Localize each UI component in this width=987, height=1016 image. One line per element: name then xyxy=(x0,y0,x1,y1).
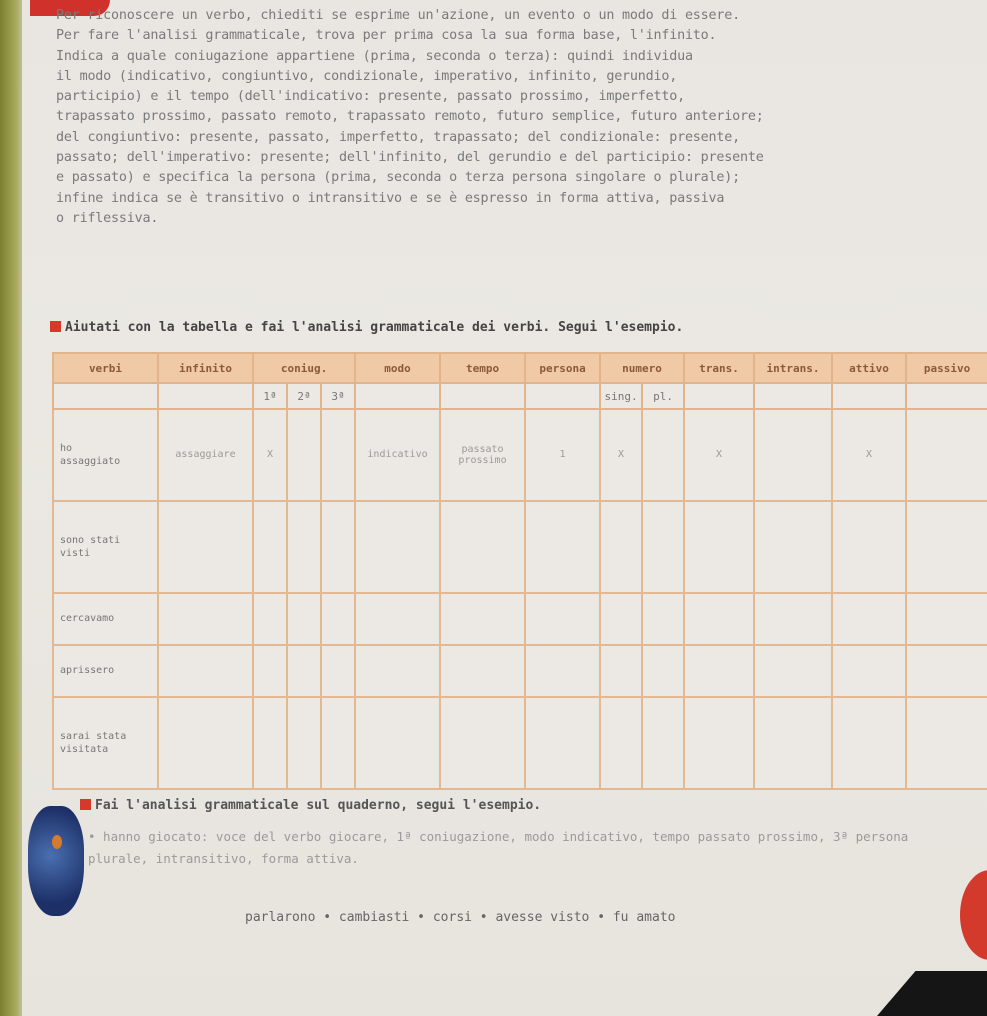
intro-line: Indica a quale coniugazione appartiene (prima, seconda o terza): quindi individua xyxy=(56,48,693,64)
answer-cell[interactable] xyxy=(600,501,642,593)
answer-cell[interactable] xyxy=(321,409,355,501)
answer-cell[interactable]: assaggiare xyxy=(158,409,253,501)
answer-cell[interactable] xyxy=(355,697,440,789)
intro-line: participio) e il tempo (dell'indicativo: presente, passato prossimo, imperfetto, xyxy=(56,89,685,105)
table-row xyxy=(53,593,987,645)
subheader-3: 3ª xyxy=(321,383,355,409)
answer-cell[interactable] xyxy=(642,409,684,501)
answer-cell[interactable] xyxy=(158,501,253,593)
answer-cell[interactable] xyxy=(684,593,754,645)
answer-cell[interactable] xyxy=(906,501,987,593)
answer-cell[interactable] xyxy=(832,593,906,645)
globe-highlight xyxy=(52,835,62,849)
intro-line: Per fare l'analisi grammaticale, trova per prima cosa la sua forma base, l'infinito. xyxy=(56,28,717,44)
subheader-cell xyxy=(754,383,832,409)
header-passivo: passivo xyxy=(906,353,987,383)
answer-cell[interactable] xyxy=(525,501,600,593)
answer-cell[interactable] xyxy=(355,645,440,697)
answer-cell[interactable] xyxy=(440,593,525,645)
answer-cell[interactable] xyxy=(642,593,684,645)
answer-cell[interactable] xyxy=(906,593,987,645)
header-modo: modo xyxy=(355,353,440,383)
header-infinito: infinito xyxy=(158,353,253,383)
header-tempo: tempo xyxy=(440,353,525,383)
verbs-to-analyze: parlarono • cambiasti • corsi • avesse visto • fu amato xyxy=(245,910,676,925)
header-coniugazione: coniug. xyxy=(253,353,355,383)
answer-cell[interactable] xyxy=(321,593,355,645)
answer-cell[interactable] xyxy=(906,409,987,501)
intro-line: infine indica se è transitivo o intransitivo e se è espresso in forma attiva, passiva xyxy=(56,190,725,206)
subheader-cell xyxy=(684,383,754,409)
answer-cell[interactable] xyxy=(684,501,754,593)
answer-cell[interactable] xyxy=(287,645,321,697)
intro-line: e passato) e specifica la persona (prima, seconda o terza persona singolare o plurale); xyxy=(56,170,740,186)
answer-cell[interactable]: X xyxy=(600,409,642,501)
intro-line: Per riconoscere un verbo, chiediti se esprime un'azione, un evento o un modo di essere. xyxy=(56,8,740,23)
answer-cell[interactable] xyxy=(642,501,684,593)
answer-cell[interactable] xyxy=(287,501,321,593)
table-row xyxy=(53,697,987,789)
answer-cell[interactable] xyxy=(684,697,754,789)
answer-cell[interactable] xyxy=(600,593,642,645)
answer-cell[interactable] xyxy=(158,593,253,645)
answer-cell[interactable] xyxy=(355,593,440,645)
table-row xyxy=(53,409,987,501)
verb-cell: sarai stata visitata xyxy=(53,697,158,789)
answer-cell[interactable]: passato prossimo xyxy=(440,409,525,501)
answer-cell[interactable] xyxy=(440,501,525,593)
answer-cell[interactable] xyxy=(642,697,684,789)
answer-cell[interactable] xyxy=(906,697,987,789)
exercise-1-title xyxy=(50,320,683,335)
answer-cell[interactable]: indicativo xyxy=(355,409,440,501)
exercise-1-text: Aiutati con la tabella e fai l'analisi grammaticale dei verbi. Segui l'esempio. xyxy=(65,320,684,335)
answer-cell[interactable] xyxy=(832,501,906,593)
answer-cell[interactable] xyxy=(287,697,321,789)
subheader-pl: pl. xyxy=(642,383,684,409)
answer-cell[interactable] xyxy=(321,645,355,697)
answer-cell[interactable] xyxy=(158,645,253,697)
answer-cell[interactable] xyxy=(321,697,355,789)
answer-cell[interactable] xyxy=(253,501,287,593)
answer-cell[interactable] xyxy=(600,697,642,789)
exercise-number-badge xyxy=(50,321,61,332)
globe-illustration xyxy=(28,806,84,916)
verb-cell: aprissero xyxy=(53,645,158,697)
header-attivo: attivo xyxy=(832,353,906,383)
subheader-2: 2ª xyxy=(287,383,321,409)
answer-cell[interactable] xyxy=(253,697,287,789)
answer-cell[interactable] xyxy=(287,593,321,645)
answer-cell[interactable] xyxy=(684,645,754,697)
intro-line: passato; dell'imperativo: presente; dell'infinito, del gerundio e del participio: presente xyxy=(56,150,764,166)
example-text: • hanno giocato: voce del verbo giocare, 1ª coniugazione, modo indicativo, tempo passato prossimo, 3ª persona plurale, intransitivo, forma attiva. xyxy=(88,829,909,866)
answer-cell[interactable] xyxy=(754,645,832,697)
table-row xyxy=(53,501,987,593)
answer-cell[interactable] xyxy=(355,501,440,593)
answer-cell[interactable] xyxy=(642,645,684,697)
subheader-sing: sing. xyxy=(600,383,642,409)
subheader-cell xyxy=(53,383,158,409)
header-intrans: intrans. xyxy=(754,353,832,383)
verb-cell: cercavamo xyxy=(53,593,158,645)
intro-line: del congiuntivo: presente, passato, imperfetto, trapassato; del condizionale: presente, xyxy=(56,129,740,145)
exercise-2-title xyxy=(80,798,541,813)
intro-line: trapassato prossimo, passato remoto, trapassato remoto, futuro semplice, futuro anteriore; xyxy=(56,109,764,125)
intro-paragraph xyxy=(56,6,976,229)
answer-cell[interactable] xyxy=(525,697,600,789)
header-verbi: verbi xyxy=(53,353,158,383)
answer-cell[interactable] xyxy=(600,645,642,697)
subheader-1: 1ª xyxy=(253,383,287,409)
answer-cell[interactable] xyxy=(754,501,832,593)
analysis-table xyxy=(52,352,987,790)
answer-cell[interactable] xyxy=(253,645,287,697)
answer-cell[interactable] xyxy=(253,593,287,645)
header-numero: numero xyxy=(600,353,684,383)
answer-cell[interactable] xyxy=(525,645,600,697)
answer-cell[interactable] xyxy=(754,593,832,645)
subheader-cell xyxy=(158,383,253,409)
subheader-cell xyxy=(525,383,600,409)
header-persona: persona xyxy=(525,353,600,383)
subheader-cell xyxy=(355,383,440,409)
answer-cell[interactable] xyxy=(440,697,525,789)
answer-cell[interactable] xyxy=(158,697,253,789)
intro-line: o riflessiva. xyxy=(56,210,159,226)
answer-cell[interactable] xyxy=(754,409,832,501)
answer-cell[interactable] xyxy=(832,645,906,697)
intro-line: il modo (indicativo, congiuntivo, condizionale, imperativo, infinito, gerundio, xyxy=(56,68,678,84)
answer-cell[interactable] xyxy=(525,593,600,645)
answer-cell[interactable] xyxy=(754,697,832,789)
verb-cell: ho assaggiato xyxy=(53,409,158,501)
answer-cell[interactable] xyxy=(321,501,355,593)
subheader-cell xyxy=(906,383,987,409)
header-trans: trans. xyxy=(684,353,754,383)
answer-cell[interactable] xyxy=(287,409,321,501)
answer-cell[interactable]: X xyxy=(832,409,906,501)
exercise-number-badge xyxy=(80,799,91,810)
answer-cell[interactable] xyxy=(832,697,906,789)
table-row xyxy=(53,645,987,697)
answer-cell[interactable] xyxy=(440,645,525,697)
subheader-cell xyxy=(440,383,525,409)
answer-cell[interactable]: X xyxy=(684,409,754,501)
answer-cell[interactable]: 1 xyxy=(525,409,600,501)
verb-cell: sono stati visti xyxy=(53,501,158,593)
answer-cell[interactable]: X xyxy=(253,409,287,501)
subheader-cell xyxy=(832,383,906,409)
answer-cell[interactable] xyxy=(906,645,987,697)
exercise-2-text: Fai l'analisi grammaticale sul quaderno, segui l'esempio. xyxy=(95,798,542,813)
